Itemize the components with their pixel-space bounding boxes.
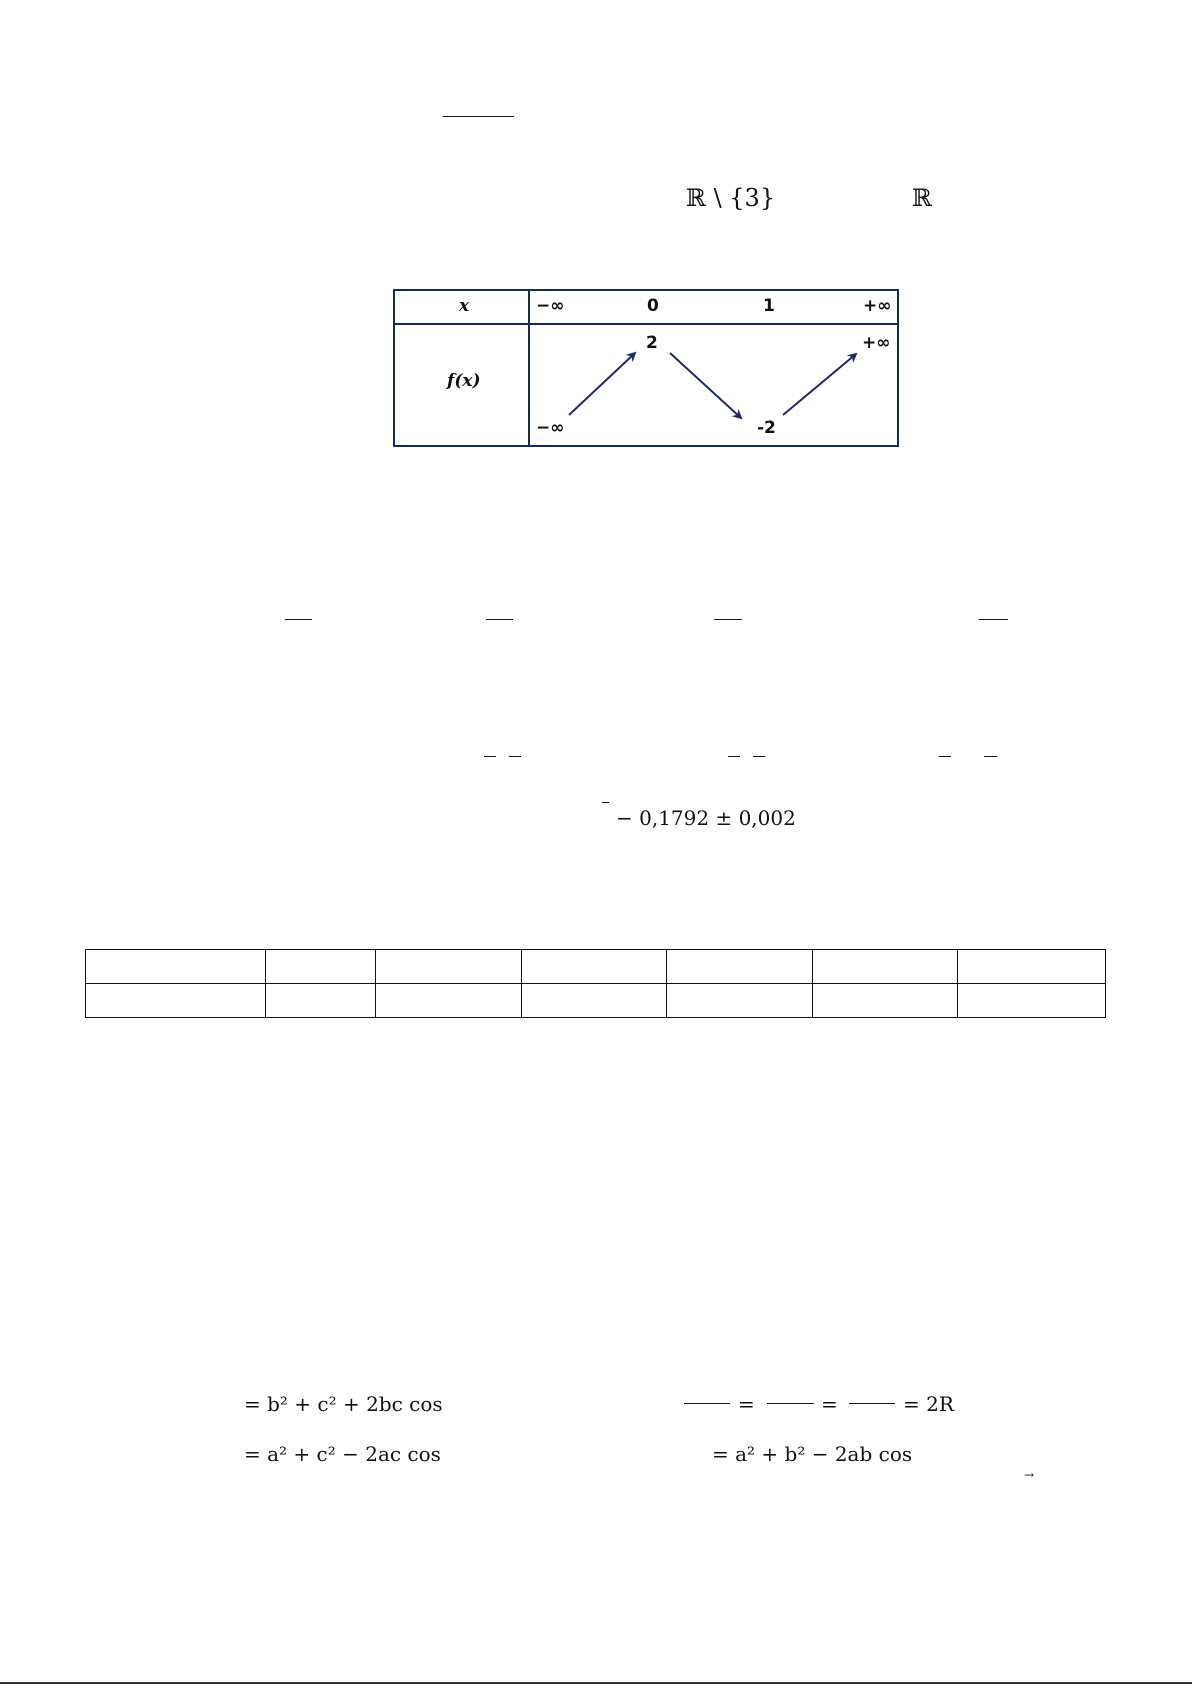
fraction-bar	[443, 116, 514, 117]
fraction-bar	[849, 1403, 895, 1404]
page-bottom-rule	[0, 1682, 1192, 1684]
variation-table	[393, 289, 899, 447]
table-cell	[265, 984, 375, 1018]
x-value-neg-inf: −∞	[536, 296, 565, 316]
fraction-bar	[285, 619, 312, 620]
table-cell	[521, 950, 667, 984]
data-table	[85, 949, 1106, 1018]
table-cell	[667, 950, 813, 984]
overline-mark	[602, 802, 609, 803]
fx-label: f(x)	[447, 371, 481, 391]
table-cell	[813, 950, 958, 984]
table-cell	[265, 950, 375, 984]
vector-arrow: →	[1024, 1468, 1035, 1482]
fraction-bar	[714, 619, 742, 620]
sine-rule-equals-2: =	[821, 1392, 838, 1416]
x-label: x	[459, 296, 470, 316]
increasing-arrow-1	[569, 353, 635, 415]
fraction-bar	[939, 756, 951, 757]
table-cell	[375, 984, 521, 1018]
variation-arrows	[393, 289, 899, 447]
codomain-set: ℝ	[912, 184, 932, 212]
table-cell	[958, 950, 1106, 984]
table-cell	[667, 984, 813, 1018]
fraction-bar	[767, 1403, 814, 1404]
fraction-bar	[486, 619, 513, 620]
approximation-text: − 0,1792 ± 0,002	[616, 806, 796, 830]
fraction-bar	[979, 619, 1008, 620]
table-cell	[86, 950, 266, 984]
fx-value-max: 2	[646, 333, 658, 353]
table-cell	[958, 984, 1106, 1018]
sine-rule-equals-1: =	[738, 1392, 755, 1416]
table-cell	[375, 950, 521, 984]
table-cell	[86, 984, 266, 1018]
x-value-1: 1	[763, 296, 775, 316]
table-row	[86, 950, 1106, 984]
law-of-cosines-c: = a² + b² − 2ab cos	[712, 1442, 913, 1466]
x-value-pos-inf: +∞	[863, 296, 892, 316]
law-of-cosines-b: = a² + c² − 2ac cos	[244, 1442, 441, 1466]
domain-set: ℝ \ {3}	[686, 184, 776, 212]
fraction-bar	[753, 756, 765, 757]
fraction-bar	[684, 1403, 730, 1404]
x-value-0: 0	[647, 296, 659, 316]
fx-value-pos-inf: +∞	[862, 333, 891, 353]
fraction-bar	[984, 756, 997, 757]
fraction-bar	[728, 756, 740, 757]
fraction-bar	[484, 756, 496, 757]
law-of-cosines-a: = b² + c² + 2bc cos	[244, 1392, 443, 1416]
fx-value-neg-inf: −∞	[536, 418, 565, 438]
increasing-arrow-2	[783, 354, 856, 415]
table-cell	[521, 984, 667, 1018]
decreasing-arrow	[670, 353, 741, 418]
table-cell	[813, 984, 958, 1018]
fx-value-min: -2	[757, 418, 776, 438]
fraction-bar	[509, 756, 521, 757]
sine-rule-result: = 2R	[903, 1392, 954, 1416]
table-row	[86, 984, 1106, 1018]
